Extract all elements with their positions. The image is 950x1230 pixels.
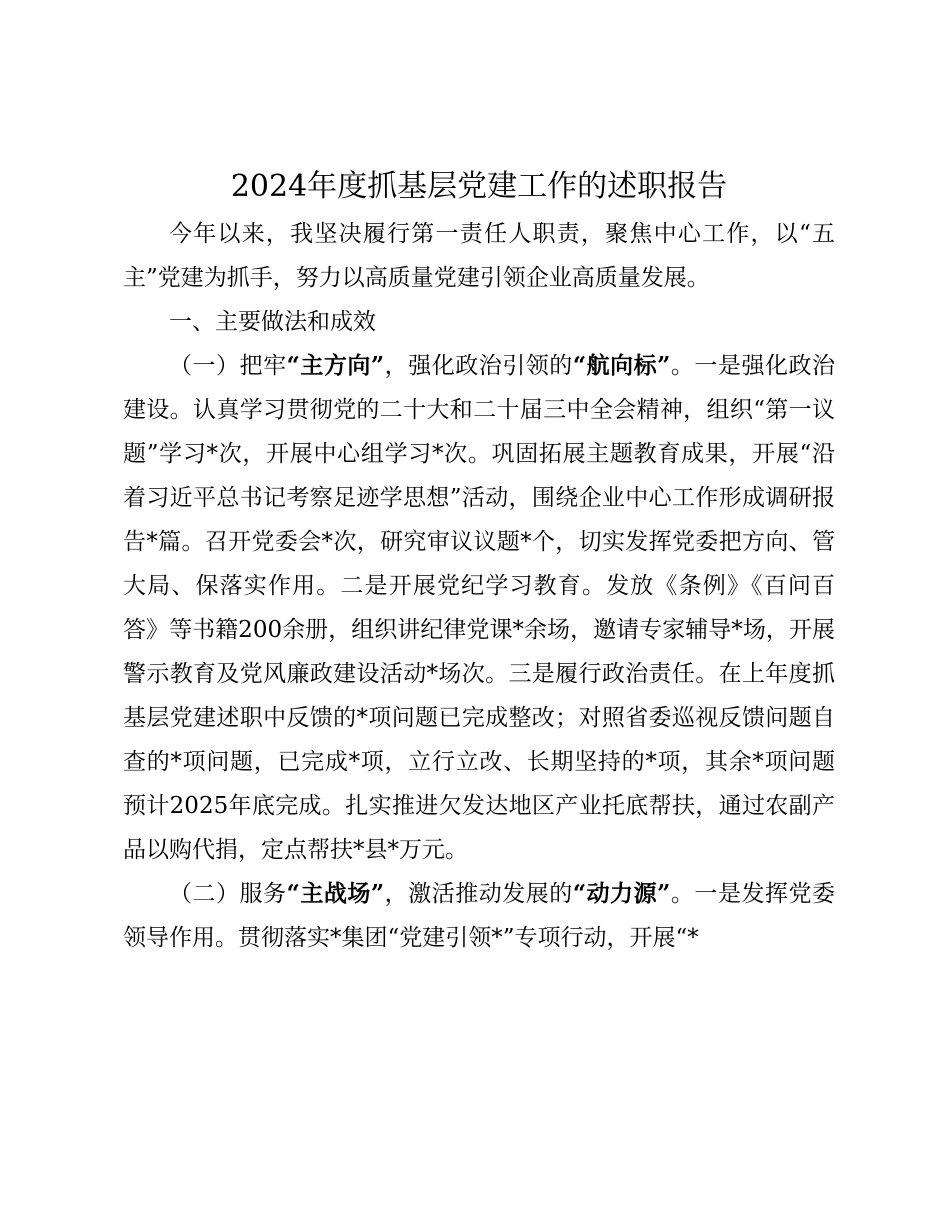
subsection-2-mid: ，激活推动发展的 bbox=[384, 881, 573, 907]
subsection-2-body: 。一是发挥党委领导作用。贯彻落实*集团“党建引领*”专项行动，开展“* bbox=[123, 881, 836, 951]
subsection-2-lead: （二）服务 bbox=[169, 881, 287, 907]
subsection-1-paragraph bbox=[123, 344, 835, 872]
document-page bbox=[123, 162, 835, 960]
subsection-1-keyword-2: “航向标” bbox=[572, 352, 671, 379]
document-title: 2024年度抓基层党建工作的述职报告 bbox=[230, 169, 728, 204]
intro-paragraph: 今年以来，我坚决履行第一责任人职责，聚焦中心工作，以“五主”党建为抓手，努力以高质量党建引领企业高质量发展。 bbox=[123, 221, 835, 291]
subsection-1-mid: ，强化政治引领的 bbox=[384, 353, 573, 379]
subsection-1-body: 。一是强化政治建设。认真学习贯彻党的二十大和二十届三中全会精神，组织“第一议题”学习*次，开展中心组学习*次。巩固拓展主题教育成果，开展“沿着习近平总书记考察足迹学思想”活动，围绕企业中心工作形成调研报告*篇。召开党委会*次，研究审议议题*个，切实发挥党委把方向、管大局、保落实作用。二是开展党纪学习教育。发放《条例》《百问百答》等书籍200余册，组织讲纪律党课*余场，邀请专家辅导*场，开展警示教育及党风廉政建设活动*场次。三是履行政治责任。在上年度抓基层党建述职中反馈的*项问题已完成整改；对照省委巡视反馈问题自查的*项问题，已完成*项，立行立改、长期坚持的*项，其余*项问题预计2025年底完成。扎实推进欠发达地区产业托底帮扶，通过农副产品以购代捐，定点帮扶*县*万元。 bbox=[123, 353, 836, 863]
subsection-1-keyword-1: “主方向” bbox=[286, 352, 385, 379]
subsection-1-lead: （一）把牢 bbox=[169, 353, 287, 379]
subsection-2-paragraph bbox=[123, 872, 835, 960]
subsection-2-keyword-2: “动力源” bbox=[572, 880, 671, 907]
section-heading: 一、主要做法和成效 bbox=[169, 309, 376, 335]
subsection-2-keyword-1: “主战场” bbox=[286, 880, 385, 907]
